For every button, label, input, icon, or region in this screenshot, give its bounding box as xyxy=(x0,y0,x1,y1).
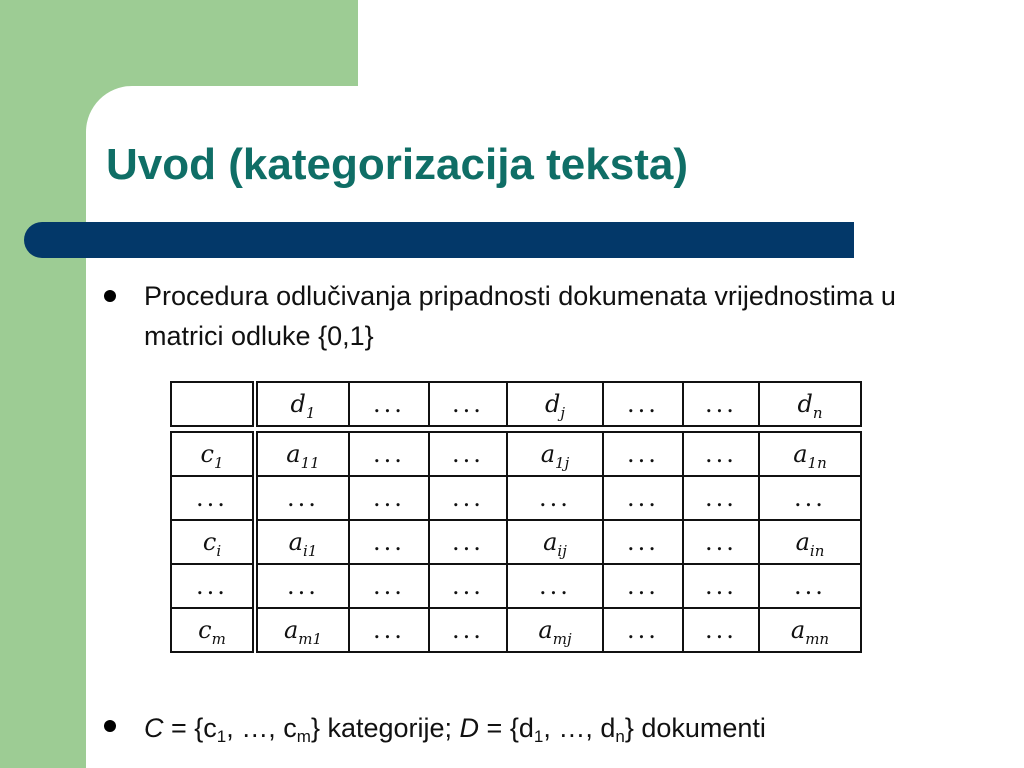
matrix-cell-ai1: $a_{i1}$ xyxy=(255,520,349,564)
subscript: n xyxy=(615,727,625,746)
matrix-cell-dots: ... xyxy=(171,476,255,520)
matrix-cell-dots: ... xyxy=(507,564,603,608)
bullet-text-procedure: Procedura odlučivanja pripadnosti dokumenata vrijednostima u matrici odluke {0,1} xyxy=(144,281,896,351)
matrix-cell-dots: ... xyxy=(683,608,759,652)
matrix-cell-dots: ... xyxy=(683,432,759,476)
matrix-cell-dots: ... xyxy=(349,382,429,426)
documents-label: } dokumenti xyxy=(624,713,766,743)
matrix-cell-am1: $a_{m1}$ xyxy=(255,608,349,652)
matrix-cell-dots: ... xyxy=(349,476,429,520)
matrix-cell-dots: ... xyxy=(683,382,759,426)
matrix-row-dots xyxy=(171,564,861,608)
matrix-cell-dots: ... xyxy=(603,432,683,476)
matrix-cell-a1n: $a_{1n}$ xyxy=(759,432,861,476)
matrix-cell-dots: ... xyxy=(429,382,507,426)
matrix-cell-aij: $a_{ij}$ xyxy=(507,520,603,564)
matrix-corner-cell xyxy=(171,382,255,426)
set-C-open: = {c xyxy=(163,713,217,743)
set-D-mid: , …, d xyxy=(543,713,616,743)
matrix-cell-dots: ... xyxy=(349,520,429,564)
matrix-cell-dots: ... xyxy=(349,608,429,652)
symbol-D: D xyxy=(459,713,480,743)
matrix-header-row xyxy=(171,382,861,426)
matrix-cell-amn: $a_{mn}$ xyxy=(759,608,861,652)
matrix-cell-dj: $d_j$ xyxy=(507,382,603,426)
matrix-cell-dots: ... xyxy=(683,520,759,564)
subscript: m xyxy=(296,727,311,746)
decision-matrix xyxy=(170,381,862,653)
subscript: 1 xyxy=(533,727,544,746)
matrix-cell-d1: $d_1$ xyxy=(255,382,349,426)
bullet-text-definitions xyxy=(144,708,766,748)
matrix-cell-dots: ... xyxy=(255,476,349,520)
matrix-cell-amj: $a_{mj}$ xyxy=(507,608,603,652)
matrix-row-c1 xyxy=(171,432,861,476)
symbol-C: C xyxy=(144,713,164,743)
matrix-cell-dots: ... xyxy=(603,564,683,608)
categories-label: } kategorije; xyxy=(310,713,460,743)
matrix-cell-dots: ... xyxy=(429,432,507,476)
bullet-dot xyxy=(104,290,116,302)
set-D-open: = {d xyxy=(479,713,534,743)
matrix-cell-dots: ... xyxy=(349,432,429,476)
title-underline-bar xyxy=(24,222,854,258)
matrix-cell-ci: $c_i$ xyxy=(171,520,255,564)
matrix-cell-dots: ... xyxy=(429,520,507,564)
matrix-cell-dots: ... xyxy=(683,564,759,608)
matrix-cell-dots: ... xyxy=(507,476,603,520)
matrix-cell-ain: $a_{in}$ xyxy=(759,520,861,564)
matrix-cell-dots: ... xyxy=(349,564,429,608)
matrix-cell-dots: ... xyxy=(603,608,683,652)
matrix-cell-dots: ... xyxy=(429,476,507,520)
matrix-cell-a11: $a_{11}$ xyxy=(255,432,349,476)
matrix-cell-dots: ... xyxy=(603,476,683,520)
matrix-cell-dots: ... xyxy=(429,564,507,608)
matrix-cell-dots: ... xyxy=(429,608,507,652)
matrix-cell-cm: $c_m$ xyxy=(171,608,255,652)
matrix-cell-c1: $c_1$ xyxy=(171,432,255,476)
matrix-cell-dn: $d_n$ xyxy=(759,382,861,426)
matrix-cell-dots: ... xyxy=(603,382,683,426)
matrix-cell-dots: ... xyxy=(759,476,861,520)
matrix-cell-dots: ... xyxy=(603,520,683,564)
bullet-dot xyxy=(104,720,116,732)
matrix-cell-dots: ... xyxy=(171,564,255,608)
set-C-mid: , …, c xyxy=(226,713,297,743)
matrix-row-ci xyxy=(171,520,861,564)
slide-title: Uvod (kategorizacija teksta) xyxy=(106,140,688,189)
matrix-cell-dots: ... xyxy=(759,564,861,608)
matrix-row-cm xyxy=(171,608,861,652)
matrix-cell-dots: ... xyxy=(683,476,759,520)
subscript: 1 xyxy=(216,727,227,746)
matrix-cell-a1j: $a_{1j}$ xyxy=(507,432,603,476)
matrix-row-dots xyxy=(171,476,861,520)
matrix-cell-dots: ... xyxy=(255,564,349,608)
